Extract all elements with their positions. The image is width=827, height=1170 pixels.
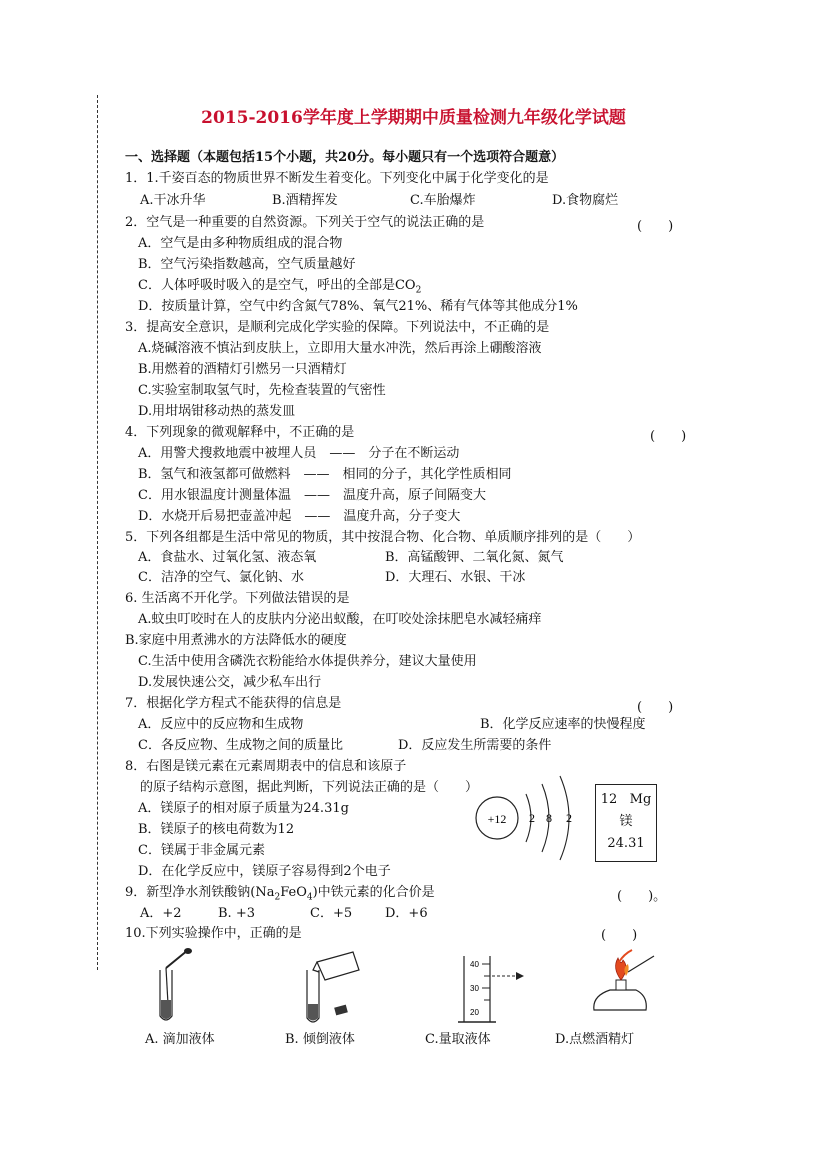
q7-answer-paren: ( ): [637, 700, 674, 715]
q10-option-a: A. 滴加液体: [145, 1032, 215, 1047]
q9-option-b: B. +3: [218, 906, 255, 921]
q10-stem: 10.下列实验操作中，正确的是: [125, 926, 302, 941]
q2-option-b: B．空气污染指数越高，空气质量越好: [138, 257, 356, 272]
q9-option-d: D．+6: [385, 906, 428, 921]
q7-option-b: B．化学反应速率的快慢程度: [480, 717, 646, 732]
q2-option-d: D．按质量计算，空气中约含氮气78%、氧气21%、稀有气体等其他成分1%: [138, 299, 578, 314]
periodic-table-cell: [595, 784, 657, 862]
q2-answer-paren: ( ): [637, 219, 674, 234]
exam-title: 2015-2016学年度上学期期中质量检测九年级化学试题: [201, 108, 626, 128]
q9-option-c: C．+5: [310, 906, 353, 921]
pouring-liquid-figure: [295, 948, 370, 1030]
cyl-mark-30: 30: [470, 984, 479, 993]
dropper-test-tube-figure: [150, 948, 210, 1028]
alcohol-lamp-figure: [588, 946, 668, 1028]
cell-element-name: 镁: [619, 814, 633, 829]
q6-option-c: C.生活中使用含磷洗衣粉能给水体提供养分，建议大量使用: [138, 654, 477, 669]
q4-option-d: D．水烧开后易把壶盖冲起 —— 温度升高，分子变大: [138, 509, 461, 524]
q1-option-a: A.干冰升华: [140, 193, 206, 208]
q8-option-c: C．镁属于非金属元素: [138, 843, 265, 858]
atom-structure-diagram: [470, 770, 585, 870]
cell-atomic-number-symbol: 12 Mg: [600, 792, 652, 807]
binding-margin-line: [97, 95, 98, 970]
q8-stem-line2: 的原子结构示意图，据此判断，下列说法正确的是（ ）: [140, 780, 479, 795]
q7-stem: 7．根据化学方程式不能获得的信息是: [125, 696, 342, 711]
section-heading: 一、选择题（本题包括15个小题，共20分。每小题只有一个选项符合题意）: [125, 150, 565, 165]
shell3-count: 2: [566, 811, 572, 825]
q5-option-c: C．洁净的空气、氯化钠、水: [138, 570, 304, 585]
q5-option-b: B．高锰酸钾、二氧化氮、氮气: [385, 550, 564, 565]
q4-option-b: B．氢气和液氢都可做燃料 —— 相同的分子，其化学性质相同: [138, 467, 512, 482]
q1-stem: 1．1.千姿百态的物质世界不断发生着变化。下列变化中属于化学变化的是: [125, 171, 549, 186]
shell1-count: 2: [529, 811, 535, 825]
q10-option-b: B. 倾倒液体: [285, 1032, 355, 1047]
q5-stem: 5．下列各组都是生活中常见的物质，其中按混合物、化合物、单质顺序排列的是（ ）: [125, 530, 641, 545]
q3-option-a: A.烧碱溶液不慎沾到皮肤上，立即用大量水冲洗，然后再涂上硼酸溶液: [138, 341, 542, 356]
q3-stem: 3．提高安全意识，是顺利完成化学实验的保障。下列说法中，不正确的是: [125, 320, 550, 335]
q1-option-c: C.车胎爆炸: [410, 193, 476, 208]
cyl-mark-20: 20: [470, 1008, 479, 1017]
q5-option-d: D．大理石、水银、干冰: [385, 570, 526, 585]
q7-option-d: D．反应发生所需要的条件: [398, 738, 552, 753]
q9-stem: 9．新型净水剂铁酸钠$(Na_2FeO_4)$中铁元素的化合价是: [125, 885, 435, 903]
q7-option-a: A．反应中的反应物和生成物: [138, 717, 304, 732]
q3-option-d: D.用坩埚钳移动热的蒸发皿: [138, 404, 296, 419]
measuring-cylinder-figure: [456, 950, 536, 1028]
q8-option-a: A．镁原子的相对原子质量为24.31g: [138, 801, 349, 816]
q4-option-a: A．用警犬搜救地震中被埋人员 —— 分子在不断运动: [138, 446, 460, 461]
q8-option-b: B．镁原子的核电荷数为12: [138, 822, 295, 837]
q2-stem: 2．空气是一种重要的自然资源。下列关于空气的说法正确的是: [125, 215, 485, 230]
q8-stem-line1: 8．右图是镁元素在元素周期表中的信息和该原子: [125, 759, 407, 774]
q4-answer-paren: ( ): [650, 429, 687, 444]
shell2-count: 8: [546, 811, 552, 825]
q10-answer-paren: ( ): [601, 928, 638, 943]
q6-option-a: A.蚊虫叮咬时在人的皮肤内分泌出蚁酸，在叮咬处涂抹肥皂水减轻痛痒: [138, 612, 542, 627]
q6-option-d: D.发展快速公交，减少私车出行: [138, 675, 322, 690]
q5-option-a: A．食盐水、过氧化氢、液态氧: [138, 550, 317, 565]
q6-option-b: B.家庭中用煮沸水的方法降低水的硬度: [125, 633, 347, 648]
cell-atomic-mass: 24.31: [607, 836, 645, 851]
q9-option-a: A．+2: [140, 906, 182, 921]
q10-option-c: C.量取液体: [425, 1032, 491, 1047]
cyl-mark-40: 40: [470, 960, 479, 969]
q2-option-c: C．人体呼吸时吸入的是空气，呼出的全部是$CO_2$: [138, 278, 422, 296]
q9-answer-paren: ( )。: [617, 889, 667, 904]
q6-stem: 6. 生活离不开化学。下列做法错误的是: [125, 591, 350, 606]
q10-option-d: D.点燃酒精灯: [555, 1032, 635, 1047]
q8-option-d: D．在化学反应中，镁原子容易得到2个电子: [138, 864, 391, 879]
nucleus-charge: +12: [487, 812, 507, 826]
q1-option-b: B.酒精挥发: [272, 193, 338, 208]
q4-stem: 4．下列现象的微观解释中，不正确的是: [125, 425, 355, 440]
q3-option-c: C.实验室制取氢气时，先检查装置的气密性: [138, 383, 386, 398]
q2-option-a: A．空气是由多种物质组成的混合物: [138, 236, 343, 251]
q3-option-b: B.用燃着的酒精灯引燃另一只酒精灯: [138, 362, 347, 377]
q7-option-c: C．各反应物、生成物之间的质量比: [138, 738, 343, 753]
q1-option-d: D.食物腐烂: [552, 193, 619, 208]
q4-option-c: C．用水银温度计测量体温 —— 温度升高，原子间隔变大: [138, 488, 486, 503]
